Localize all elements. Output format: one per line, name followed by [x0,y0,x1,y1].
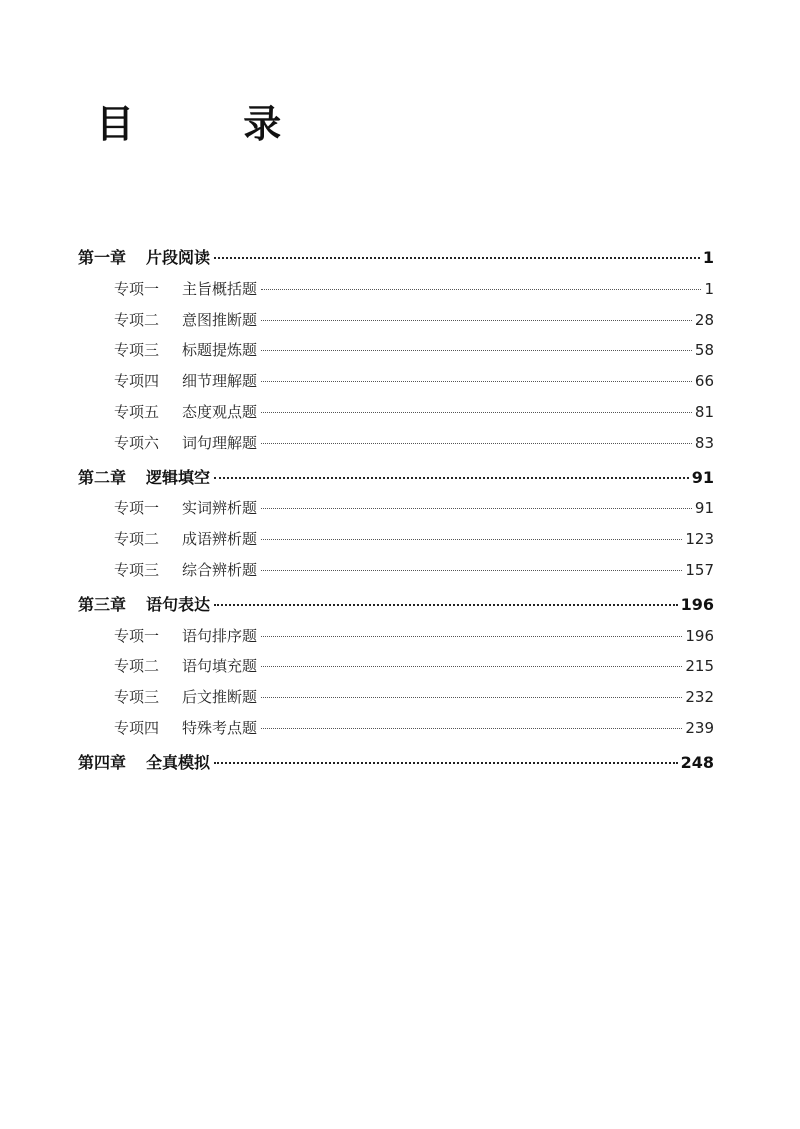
dot-leader [214,257,700,259]
toc-section[interactable] [78,651,714,682]
page-number: 232 [685,688,714,707]
toc-chapter-1[interactable] [78,243,714,274]
toc-section[interactable] [78,555,714,586]
chapter-title: 全真模拟 [146,752,211,772]
dot-leader [261,350,692,351]
toc-section[interactable] [78,366,714,397]
section-label: 专项四 [114,718,160,737]
section-label: 专项二 [114,530,160,549]
toc-section[interactable] [78,274,714,305]
chapter-title: 逻辑填空 [146,467,211,487]
section-label: 专项一 [114,279,160,298]
dot-leader [261,289,701,290]
section-title: 意图推断题 [182,310,258,329]
chapter-label: 第三章 [78,594,127,614]
chapter-label: 第一章 [78,248,127,267]
section-label: 专项一 [114,499,160,518]
toc-section[interactable] [78,397,714,428]
section-title: 词句理解题 [182,433,258,452]
section-label: 专项三 [114,560,160,579]
page-number: 157 [685,560,714,579]
page-number: 248 [680,752,714,772]
toc-chapter-3[interactable] [78,590,714,621]
section-label: 专项一 [114,626,160,645]
toc-section[interactable] [78,682,714,713]
page-number: 91 [691,467,714,487]
toc-section[interactable] [78,493,714,524]
section-title: 语句排序题 [182,626,258,645]
dot-leader [261,666,682,667]
page-number: 1 [704,279,714,298]
dot-leader [261,539,682,540]
dot-leader [214,762,678,764]
page-number: 28 [694,310,714,329]
page-number: 66 [694,372,714,391]
toc-chapter-4[interactable] [78,748,714,779]
dot-leader [214,604,678,606]
section-title: 综合辨析题 [182,560,258,579]
dot-leader [261,636,682,637]
dot-leader [261,508,692,509]
toc-section[interactable] [78,713,714,744]
dot-leader [261,728,682,729]
chapter-label: 第四章 [78,752,127,772]
section-title: 成语辨析题 [182,530,258,549]
section-title: 标题提炼题 [182,341,258,360]
toc-section[interactable] [78,335,714,366]
dot-leader [261,570,682,571]
section-title: 实词辨析题 [182,499,258,518]
chapter-title: 语句表达 [146,594,211,614]
section-title: 特殊考点题 [182,718,258,737]
page-number: 83 [694,433,714,452]
toc-section[interactable] [78,524,714,555]
toc-section[interactable] [78,305,714,336]
page-number: 215 [685,657,714,676]
section-label: 专项六 [114,433,160,452]
chapter-title: 片段阅读 [146,248,211,267]
dot-leader [261,381,692,382]
dot-leader [261,412,692,413]
dot-leader [261,320,692,321]
toc-section[interactable] [78,621,714,652]
dot-leader [214,477,689,479]
page-number: 196 [680,594,714,614]
dot-leader [261,697,682,698]
section-label: 专项五 [114,402,160,421]
page-number: 91 [694,499,714,518]
toc-chapter-2[interactable] [78,463,714,494]
page-number: 123 [685,530,714,549]
section-label: 专项二 [114,310,160,329]
section-label: 专项二 [114,657,160,676]
section-title: 态度观点题 [182,402,258,421]
section-label: 专项三 [114,341,160,360]
page-title: 目 录 [96,102,330,146]
page-number: 196 [685,626,714,645]
page-number: 81 [694,402,714,421]
page-number: 58 [694,341,714,360]
dot-leader [261,443,692,444]
section-label: 专项三 [114,688,160,707]
toc-section[interactable] [78,428,714,459]
page-number: 239 [685,718,714,737]
section-title: 语句填充题 [182,657,258,676]
section-title: 后文推断题 [182,688,258,707]
section-title: 主旨概括题 [182,279,258,298]
chapter-label: 第二章 [78,467,127,487]
table-of-contents [78,243,714,779]
section-label: 专项四 [114,372,160,391]
section-title: 细节理解题 [182,372,258,391]
page-number: 1 [702,248,714,267]
